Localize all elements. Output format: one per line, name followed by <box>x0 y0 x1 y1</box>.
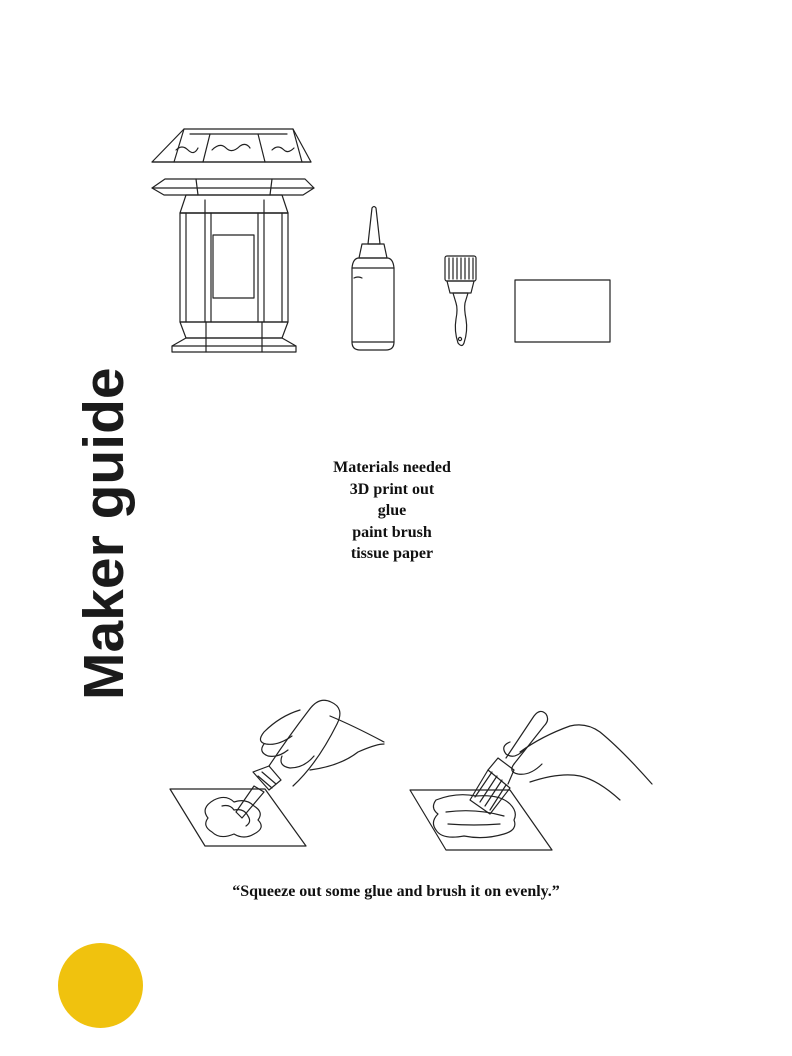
accent-dot <box>58 943 143 1028</box>
material-item-glue: glue <box>377 502 407 519</box>
material-item-paint-brush: paint brush <box>352 523 432 541</box>
brush-glue-illustration <box>410 711 652 850</box>
materials-heading: Materials needed <box>333 459 451 476</box>
step-caption: “Squeeze out some glue and brush it on evenly.” <box>232 883 560 900</box>
squeeze-glue-illustration <box>170 700 384 846</box>
paint-brush-icon <box>445 256 476 346</box>
material-item-tissue-paper: tissue paper <box>350 545 434 562</box>
page-title: Maker guide <box>72 367 136 700</box>
lantern-icon <box>152 129 314 352</box>
glue-bottle-icon <box>352 207 394 351</box>
tissue-paper-icon <box>515 280 610 342</box>
material-item-3d-print: 3D print out <box>349 480 435 498</box>
maker-guide-title <box>72 367 136 700</box>
materials-list <box>292 457 492 565</box>
